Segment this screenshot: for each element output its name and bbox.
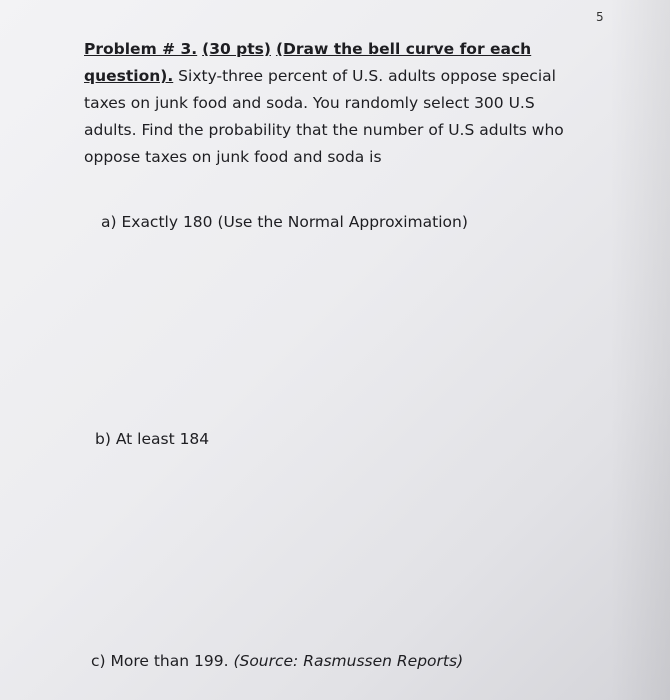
problem-line-3: taxes on junk food and soda. You randomly select 300 U.S [84, 94, 535, 112]
page-shadow [610, 0, 670, 700]
problem-line-2 [84, 63, 584, 90]
problem-line-4: adults. Find the probability that the number of U.S adults who [84, 121, 564, 139]
problem-text-2: Sixty-three percent of U.S. adults oppose special [173, 67, 556, 85]
part-c-source: (Source: Rasmussen Reports) [233, 652, 464, 670]
question-part-b: b) At least 184 [95, 430, 210, 448]
problem-instruction-1: (Draw the bell curve for each [275, 40, 532, 58]
problem-points: (30 pts) [202, 40, 271, 58]
problem-heading: Problem # 3. [84, 40, 198, 58]
question-part-a: a) Exactly 180 (Use the Normal Approximation) [101, 213, 468, 231]
problem-line-5: oppose taxes on junk food and soda is [84, 148, 382, 166]
problem-statement [84, 36, 584, 171]
part-c-text: c) More than 199. [91, 652, 234, 670]
problem-instruction-2: question). [84, 67, 174, 85]
question-part-c [91, 652, 463, 670]
page-number: 5 [596, 10, 604, 24]
problem-line-1 [84, 36, 584, 63]
